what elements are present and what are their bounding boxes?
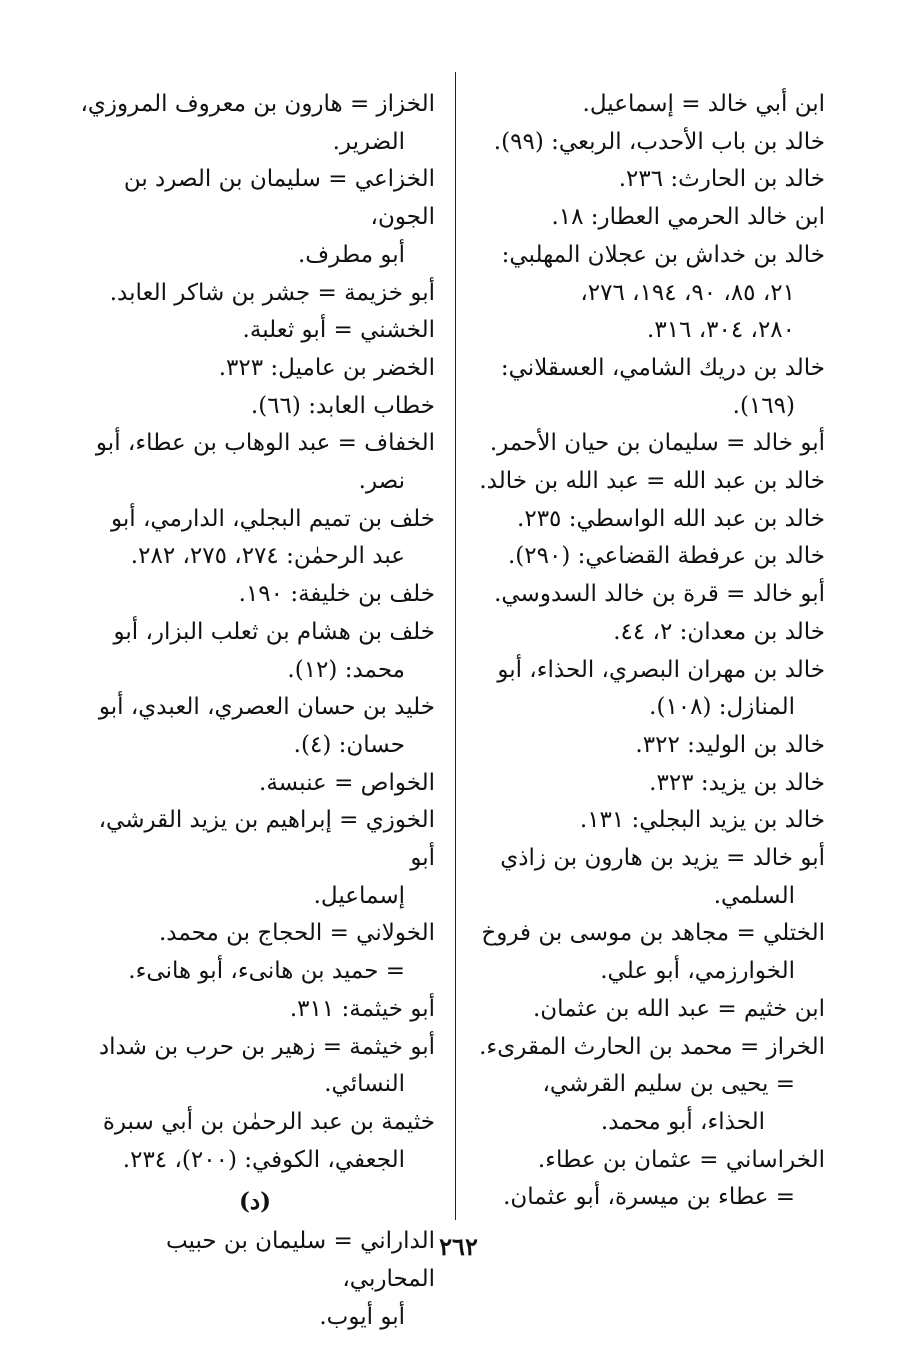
index-entry bbox=[75, 991, 435, 1029]
entry-continuation: الضرير. bbox=[332, 128, 405, 155]
entry-continuation: الجعفي، الكوفي: (٢٠٠)، ٢٣٤. bbox=[122, 1146, 405, 1173]
entry-continuation: المنازل: (١٠٨). bbox=[649, 694, 795, 721]
index-entry bbox=[75, 614, 435, 689]
entry-continuation: السلمي. bbox=[713, 882, 795, 909]
entry-continuation: عبد الرحمٰن: ٢٧٤، ٢٧٥، ٢٨٢. bbox=[130, 543, 405, 570]
entry-line: خالد بن يزيد: ٣٢٣. bbox=[649, 769, 825, 796]
index-entry bbox=[463, 199, 825, 237]
entry-line: خلف بن هشام بن ثعلب البزار، أبو bbox=[113, 618, 435, 645]
entry-line: الختلي = مجاهد بن موسى بن فروخ bbox=[481, 920, 825, 947]
index-entry bbox=[75, 86, 435, 161]
entry-line: الخولاني = الحجاج بن محمد. bbox=[158, 920, 435, 947]
index-entry bbox=[463, 161, 825, 199]
index-entry bbox=[75, 953, 435, 991]
index-entry bbox=[75, 425, 435, 500]
entry-line: خالد بن دريك الشامي، العسقلاني: bbox=[500, 354, 825, 381]
index-column-left bbox=[75, 86, 435, 1336]
index-column-right bbox=[463, 86, 825, 1217]
index-entry bbox=[463, 915, 825, 990]
index-entry bbox=[463, 501, 825, 539]
entry-line: الخزاز = هارون بن معروف المروزي، bbox=[80, 91, 435, 117]
index-entry bbox=[75, 501, 435, 576]
index-entry bbox=[463, 1142, 825, 1180]
index-entry bbox=[75, 1029, 435, 1104]
entry-line: الخشني = أبو ثعلبة. bbox=[242, 317, 435, 344]
entry-line: ابن خثيم = عبد الله بن عثمان. bbox=[532, 995, 825, 1022]
entry-line: أبو خالد = سليمان بن حيان الأحمر. bbox=[489, 430, 825, 457]
index-entry bbox=[463, 350, 825, 425]
entry-line: خالد بن الوليد: ٣٢٢. bbox=[635, 731, 825, 758]
entry-line: أبو خزيمة = جشر بن شاكر العابد. bbox=[109, 279, 435, 306]
section-heading: (د) bbox=[238, 1188, 271, 1216]
index-entry bbox=[463, 86, 825, 124]
entry-line: الداراني = سليمان بن حبيب المحاربي، bbox=[165, 1228, 435, 1292]
index-entry bbox=[463, 425, 825, 463]
index-entry bbox=[463, 538, 825, 576]
index-entry bbox=[463, 576, 825, 614]
index-entry bbox=[463, 1029, 825, 1067]
entry-continuation: نصر. bbox=[358, 468, 405, 495]
index-entry bbox=[75, 312, 435, 350]
index-entry bbox=[75, 1104, 435, 1179]
entry-line: خطاب العابد: (٦٦). bbox=[250, 392, 435, 419]
entry-line: أبو خيثمة: ٣١١. bbox=[289, 995, 435, 1022]
entry-line: خالد بن باب الأحدب، الربعي: (٩٩). bbox=[493, 128, 825, 155]
entry-continuation: ٢١، ٨٥، ٩٠، ١٩٤، ٢٧٦، bbox=[580, 279, 795, 306]
entry-line: خثيمة بن عبد الرحمٰن بن أبي سبرة bbox=[102, 1108, 435, 1135]
entry-line: الخراساني = عثمان بن عطاء. bbox=[537, 1146, 825, 1173]
entry-continuation: إسماعيل. bbox=[313, 882, 405, 909]
index-entry bbox=[75, 915, 435, 953]
column-divider bbox=[455, 72, 456, 1220]
entry-continuation: (١٦٩). bbox=[732, 392, 795, 419]
index-entry bbox=[463, 727, 825, 765]
index-entry bbox=[75, 350, 435, 388]
entry-continuation: حسان: (٤). bbox=[293, 731, 405, 758]
index-entry bbox=[463, 652, 825, 727]
index-entry bbox=[463, 237, 825, 350]
index-entry bbox=[75, 765, 435, 803]
entry-continuation: محمد: (١٢). bbox=[287, 656, 405, 683]
index-entry bbox=[463, 765, 825, 803]
entry-line: خلف بن خليفة: ١٩٠. bbox=[238, 581, 435, 608]
index-entry bbox=[463, 1066, 825, 1141]
index-entry bbox=[75, 275, 435, 313]
entry-line: خالد بن الحارث: ٢٣٦. bbox=[618, 166, 825, 193]
entry-line: الخراز = محمد بن الحارث المقرىء. bbox=[479, 1033, 825, 1060]
index-entry bbox=[463, 1179, 825, 1217]
entry-continuation: أبو مطرف. bbox=[297, 241, 405, 268]
entry-line: خالد بن عبد الله = عبد الله بن خالد. bbox=[479, 468, 825, 495]
index-entry bbox=[463, 463, 825, 501]
entry-line: ابن أبي خالد = إسماعيل. bbox=[582, 91, 825, 117]
entry-line: الخفاف = عبد الوهاب بن عطاء، أبو bbox=[95, 430, 435, 457]
entry-line: = حميد بن هانىء، أبو هانىء. bbox=[128, 958, 405, 985]
entry-line: الخواص = عنبسة. bbox=[259, 769, 435, 796]
entry-line: خالد بن معدان: ٢، ٤٤. bbox=[613, 618, 825, 645]
index-entry bbox=[463, 802, 825, 840]
entry-line: خلف بن تميم البجلي، الدارمي، أبو bbox=[111, 505, 435, 532]
entry-line: ابن خالد الحرمي العطار: ١٨. bbox=[551, 204, 825, 231]
index-entry bbox=[75, 161, 435, 274]
index-entry bbox=[463, 614, 825, 652]
entry-line: أبو خالد = يزيد بن هارون بن زاذي bbox=[500, 845, 825, 872]
page-number: ٢٦٢ bbox=[439, 1232, 478, 1261]
entry-line: = يحيى بن سليم القرشي، bbox=[542, 1071, 795, 1098]
entry-continuation: الحذاء، أبو محمد. bbox=[600, 1108, 765, 1135]
index-entry bbox=[75, 689, 435, 764]
entry-line: = عطاء بن ميسرة، أبو عثمان. bbox=[503, 1184, 795, 1211]
entry-line: الخزاعي = سليمان بن الصرد بن الجون، bbox=[123, 166, 435, 231]
entry-line: خليد بن حسان العصري، العبدي، أبو bbox=[98, 694, 435, 721]
entry-line: خالد بن عرفطة القضاعي: (٢٩٠). bbox=[507, 543, 825, 570]
entry-line: خالد بن خداش بن عجلان المهلبي: bbox=[501, 241, 825, 268]
entry-continuation: ٢٨٠، ٣٠٤، ٣١٦. bbox=[647, 317, 795, 344]
entry-line: الخضر بن عاميل: ٣٢٣. bbox=[218, 354, 435, 381]
index-entry bbox=[463, 124, 825, 162]
entry-continuation: أبو أيوب. bbox=[319, 1303, 405, 1330]
entry-continuation: الخوارزمي، أبو علي. bbox=[600, 958, 795, 985]
index-entry bbox=[463, 991, 825, 1029]
entry-line: خالد بن مهران البصري، الحذاء، أبو bbox=[497, 656, 825, 683]
entry-line: أبو خالد = قرة بن خالد السدوسي. bbox=[494, 581, 825, 608]
entry-line: خالد بن يزيد البجلي: ١٣١. bbox=[579, 807, 825, 834]
entry-line: خالد بن عبد الله الواسطي: ٢٣٥. bbox=[517, 505, 825, 532]
index-entry bbox=[75, 388, 435, 426]
index-entry bbox=[75, 576, 435, 614]
index-entry bbox=[75, 802, 435, 915]
entry-line: الخوزي = إبراهيم بن يزيد القرشي، أبو bbox=[98, 807, 435, 872]
entry-line: أبو خيثمة = زهير بن حرب بن شداد bbox=[98, 1033, 435, 1060]
index-entry bbox=[463, 840, 825, 915]
entry-continuation: النسائي. bbox=[324, 1071, 405, 1098]
